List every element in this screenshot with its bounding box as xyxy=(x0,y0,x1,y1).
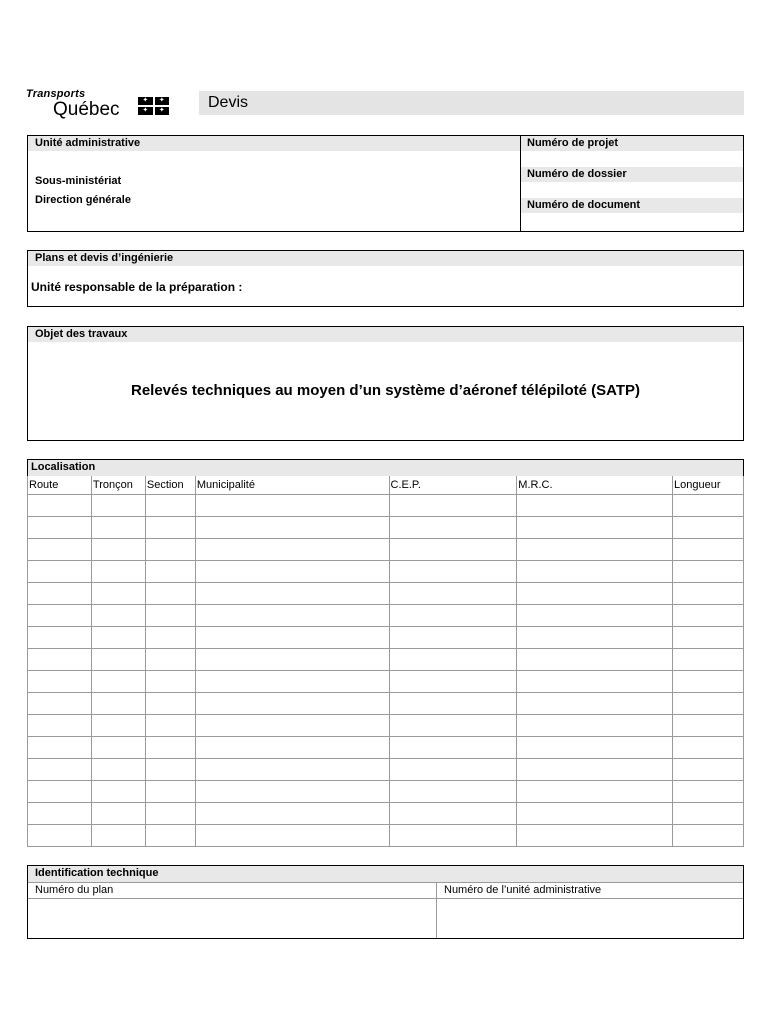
table-cell-cep[interactable] xyxy=(389,671,517,693)
objet-section xyxy=(27,326,744,441)
table-row xyxy=(28,561,744,583)
table-cell-route[interactable] xyxy=(28,825,92,847)
table-row xyxy=(28,649,744,671)
localisation-title: Localisation xyxy=(31,461,96,473)
identification-section xyxy=(27,865,744,939)
table-cell-longueur[interactable] xyxy=(673,715,744,737)
table-cell-mrc[interactable] xyxy=(517,539,673,561)
table-cell-section[interactable] xyxy=(145,627,195,649)
project-number-header xyxy=(521,136,743,151)
table-cell-longueur[interactable] xyxy=(673,803,744,825)
column-header-cep: C.E.P. xyxy=(389,476,517,495)
table-cell-longueur[interactable] xyxy=(673,605,744,627)
table-cell-troncon[interactable] xyxy=(91,671,145,693)
table-cell-troncon[interactable] xyxy=(91,517,145,539)
table-cell-troncon[interactable] xyxy=(91,759,145,781)
table-cell-mrc[interactable] xyxy=(517,737,673,759)
table-cell-cep[interactable] xyxy=(389,539,517,561)
table-cell-route[interactable] xyxy=(28,517,92,539)
table-row xyxy=(28,671,744,693)
table-cell-municipalite[interactable] xyxy=(195,561,389,583)
table-row xyxy=(28,495,744,517)
file-number-header xyxy=(521,167,743,182)
table-cell-municipalite[interactable] xyxy=(195,627,389,649)
table-cell-longueur[interactable] xyxy=(673,759,744,781)
table-cell-municipalite[interactable] xyxy=(195,649,389,671)
table-cell-route[interactable] xyxy=(28,649,92,671)
table-cell-longueur[interactable] xyxy=(673,495,744,517)
table-cell-mrc[interactable] xyxy=(517,561,673,583)
table-cell-section[interactable] xyxy=(145,605,195,627)
table-cell-mrc[interactable] xyxy=(517,649,673,671)
table-cell-troncon[interactable] xyxy=(91,495,145,517)
table-row xyxy=(28,781,744,803)
table-cell-longueur[interactable] xyxy=(673,671,744,693)
logo-transports-text: Transports xyxy=(26,88,86,100)
table-cell-municipalite[interactable] xyxy=(195,803,389,825)
table-cell-route[interactable] xyxy=(28,583,92,605)
objet-header xyxy=(28,327,743,342)
table-cell-route[interactable] xyxy=(28,671,92,693)
table-cell-troncon[interactable] xyxy=(91,715,145,737)
table-cell-troncon[interactable] xyxy=(91,825,145,847)
document-title-bar: Devis xyxy=(199,91,744,115)
table-cell-section[interactable] xyxy=(145,583,195,605)
table-cell-longueur[interactable] xyxy=(673,517,744,539)
table-cell-troncon[interactable] xyxy=(91,561,145,583)
table-cell-municipalite[interactable] xyxy=(195,605,389,627)
logo-quebec-text: Québec xyxy=(53,99,120,120)
plan-number-field[interactable] xyxy=(28,899,436,938)
table-cell-mrc[interactable] xyxy=(517,671,673,693)
table-cell-troncon[interactable] xyxy=(91,693,145,715)
table-cell-route[interactable] xyxy=(28,693,92,715)
table-cell-municipalite[interactable] xyxy=(195,671,389,693)
table-row xyxy=(28,759,744,781)
table-cell-municipalite[interactable] xyxy=(195,781,389,803)
table-cell-cep[interactable] xyxy=(389,649,517,671)
table-cell-troncon[interactable] xyxy=(91,583,145,605)
table-cell-mrc[interactable] xyxy=(517,803,673,825)
file-number-field[interactable] xyxy=(521,182,743,198)
table-cell-cep[interactable] xyxy=(389,825,517,847)
column-header-route: Route xyxy=(28,476,92,495)
table-cell-section[interactable] xyxy=(145,803,195,825)
table-cell-longueur[interactable] xyxy=(673,781,744,803)
sub-ministry-text: Sous-ministériat xyxy=(35,175,122,187)
table-cell-troncon[interactable] xyxy=(91,605,145,627)
table-cell-route[interactable] xyxy=(28,759,92,781)
table-cell-troncon[interactable] xyxy=(91,649,145,671)
table-cell-route[interactable] xyxy=(28,715,92,737)
table-cell-cep[interactable] xyxy=(389,759,517,781)
table-cell-mrc[interactable] xyxy=(517,495,673,517)
table-cell-longueur[interactable] xyxy=(673,583,744,605)
table-cell-section[interactable] xyxy=(145,495,195,517)
table-cell-mrc[interactable] xyxy=(517,517,673,539)
table-cell-mrc[interactable] xyxy=(517,781,673,803)
admin-unit-section xyxy=(27,135,744,232)
table-cell-section[interactable] xyxy=(145,539,195,561)
table-cell-route[interactable] xyxy=(28,561,92,583)
table-row xyxy=(28,803,744,825)
table-cell-route[interactable] xyxy=(28,803,92,825)
table-cell-longueur[interactable] xyxy=(673,825,744,847)
table-row xyxy=(28,737,744,759)
table-cell-section[interactable] xyxy=(145,517,195,539)
admin-unit-number-label: Numéro de l’unité administrative xyxy=(444,884,602,896)
column-header-longueur: Longueur xyxy=(673,476,744,495)
table-cell-cep[interactable] xyxy=(389,561,517,583)
table-cell-mrc[interactable] xyxy=(517,715,673,737)
table-row xyxy=(28,605,744,627)
plan-number-label: Numéro du plan xyxy=(35,884,114,896)
table-cell-section[interactable] xyxy=(145,781,195,803)
table-cell-cep[interactable] xyxy=(389,737,517,759)
objet-description: Relevés techniques au moyen d’un système d’aéronef télépiloté (SATP) xyxy=(130,382,641,399)
direction-text: Direction générale xyxy=(35,194,131,206)
table-cell-cep[interactable] xyxy=(389,781,517,803)
table-cell-route[interactable] xyxy=(28,737,92,759)
table-cell-mrc[interactable] xyxy=(517,825,673,847)
table-cell-section[interactable] xyxy=(145,649,195,671)
plans-section xyxy=(27,250,744,307)
table-row xyxy=(28,693,744,715)
table-cell-cep[interactable] xyxy=(389,693,517,715)
column-header-mrc: M.R.C. xyxy=(517,476,673,495)
localisation-header xyxy=(28,460,743,476)
table-cell-longueur[interactable] xyxy=(673,561,744,583)
table-cell-route[interactable] xyxy=(28,495,92,517)
column-header-municipalite: Municipalité xyxy=(195,476,389,495)
divider xyxy=(28,882,743,883)
table-cell-route[interactable] xyxy=(28,605,92,627)
table-row xyxy=(28,583,744,605)
table-cell-troncon[interactable] xyxy=(91,803,145,825)
responsible-unit-label: Unité responsable de la préparation : xyxy=(31,280,243,294)
table-cell-longueur[interactable] xyxy=(673,539,744,561)
column-header-troncon: Tronçon xyxy=(91,476,145,495)
table-cell-mrc[interactable] xyxy=(517,759,673,781)
table-cell-municipalite[interactable] xyxy=(195,495,389,517)
table-row xyxy=(28,517,744,539)
file-number-label: Numéro de dossier xyxy=(527,168,627,180)
quebec-flag-logo: ✦ ✦ ✦ ✦ xyxy=(138,97,169,115)
table-cell-cep[interactable] xyxy=(389,715,517,737)
table-cell-section[interactable] xyxy=(145,671,195,693)
admin-unit-header xyxy=(28,136,520,151)
table-cell-municipalite[interactable] xyxy=(195,737,389,759)
table-row xyxy=(28,627,744,649)
table-cell-cep[interactable] xyxy=(389,627,517,649)
identification-title: Identification technique xyxy=(35,867,159,879)
table-cell-section[interactable] xyxy=(145,715,195,737)
localisation-header-row xyxy=(28,476,744,495)
table-cell-section[interactable] xyxy=(145,759,195,781)
table-cell-route[interactable] xyxy=(28,539,92,561)
table-cell-cep[interactable] xyxy=(389,605,517,627)
table-cell-route[interactable] xyxy=(28,627,92,649)
table-cell-section[interactable] xyxy=(145,825,195,847)
localisation-table xyxy=(27,476,744,847)
table-cell-longueur[interactable] xyxy=(673,649,744,671)
table-cell-section[interactable] xyxy=(145,693,195,715)
table-cell-mrc[interactable] xyxy=(517,693,673,715)
table-cell-section[interactable] xyxy=(145,737,195,759)
table-cell-cep[interactable] xyxy=(389,803,517,825)
table-cell-longueur[interactable] xyxy=(673,693,744,715)
table-cell-section[interactable] xyxy=(145,561,195,583)
project-number-label: Numéro de projet xyxy=(527,137,619,149)
table-cell-longueur[interactable] xyxy=(673,737,744,759)
table-cell-cep[interactable] xyxy=(389,583,517,605)
table-cell-troncon[interactable] xyxy=(91,781,145,803)
table-cell-municipalite[interactable] xyxy=(195,583,389,605)
table-cell-municipalite[interactable] xyxy=(195,693,389,715)
table-row xyxy=(28,715,744,737)
table-cell-troncon[interactable] xyxy=(91,627,145,649)
table-row xyxy=(28,825,744,847)
table-cell-cep[interactable] xyxy=(389,495,517,517)
project-number-field[interactable] xyxy=(521,151,743,167)
table-row xyxy=(28,539,744,561)
plans-title: Plans et devis d’ingénierie xyxy=(35,252,174,264)
table-cell-route[interactable] xyxy=(28,781,92,803)
table-cell-mrc[interactable] xyxy=(517,605,673,627)
table-cell-troncon[interactable] xyxy=(91,737,145,759)
table-cell-troncon[interactable] xyxy=(91,539,145,561)
table-cell-mrc[interactable] xyxy=(517,583,673,605)
column-header-section: Section xyxy=(145,476,195,495)
table-cell-municipalite[interactable] xyxy=(195,759,389,781)
plans-header xyxy=(28,251,743,266)
table-cell-municipalite[interactable] xyxy=(195,539,389,561)
table-cell-cep[interactable] xyxy=(389,517,517,539)
table-cell-municipalite[interactable] xyxy=(195,825,389,847)
table-cell-municipalite[interactable] xyxy=(195,715,389,737)
identification-header xyxy=(28,866,743,882)
table-cell-municipalite[interactable] xyxy=(195,517,389,539)
document-number-label: Numéro de document xyxy=(527,199,641,211)
document-number-header xyxy=(521,198,743,213)
table-cell-longueur[interactable] xyxy=(673,627,744,649)
objet-title: Objet des travaux xyxy=(35,328,128,340)
table-cell-mrc[interactable] xyxy=(517,627,673,649)
admin-unit-number-field[interactable] xyxy=(437,899,743,938)
document-number-field[interactable] xyxy=(521,213,743,231)
admin-unit-label: Unité administrative xyxy=(35,137,141,149)
